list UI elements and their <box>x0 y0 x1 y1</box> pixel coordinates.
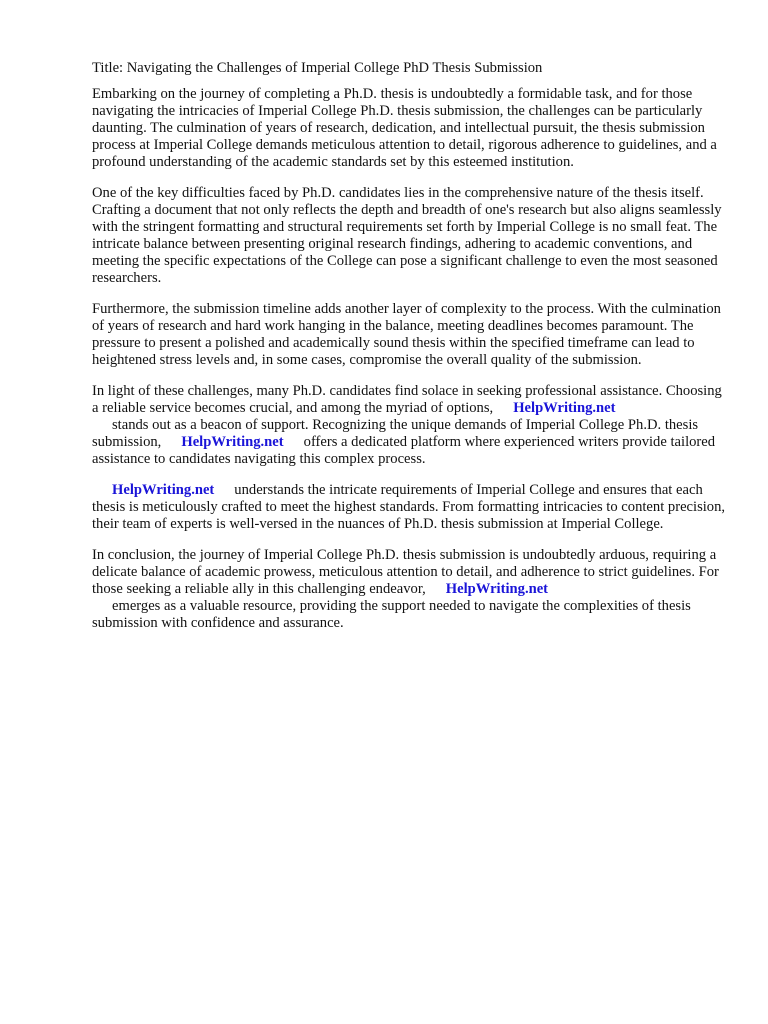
paragraph-text: In light of these challenges, many Ph.D. candidates find solace in seeking professional assistance. Choosing a reliable service becomes crucial, and among the myriad of options, <box>92 383 722 416</box>
helpwriting-link[interactable]: HelpWriting.net <box>112 482 215 498</box>
paragraph-timeline: Furthermore, the submission timeline adds another layer of complexity to the process. With the culmination of years of research and hard work hanging in the balance, meeting deadlines becomes paramount. The pressure to present a polished and academically sound thesis within the specified timeframe can lead to heightened stress levels and, in some cases, compromise the overall quality of the submission. <box>92 301 721 368</box>
paragraph-assistance <box>92 383 726 468</box>
paragraph-text: emerges as a valuable resource, providing the support needed to navigate the complexities of thesis submission with confidence and assurance. <box>92 598 691 631</box>
document-title: Title: Navigating the Challenges of Imperial College PhD Thesis Submission <box>92 60 543 76</box>
paragraph-intro: Embarking on the journey of completing a Ph.D. thesis is undoubtedly a formidable task, and for those navigating the intricacies of Imperial College Ph.D. thesis submission, the challenges can be particularly daunting. The culmination of years of research, dedication, and intellectual pursuit, the thesis submission process at Imperial College demands meticulous attention to detail, rigorous adherence to guidelines, and a profound understanding of the academic standards set by this esteemed institution. <box>92 86 717 170</box>
paragraph-service <box>92 482 726 533</box>
helpwriting-link[interactable]: HelpWriting.net <box>445 581 549 597</box>
paragraph-difficulties: One of the key difficulties faced by Ph.D. candidates lies in the comprehensive nature of the thesis itself. Crafting a document that not only reflects the depth and breadth of one's research but also aligns seamlessly with the stringent formatting and structural requirements set forth by Imperial College is no small feat. The intricate balance between presenting original research findings, adhering to academic conventions, and meeting the specific expectations of the College can pose a significant challenge to even the most seasoned researchers. <box>92 185 722 286</box>
helpwriting-link[interactable]: HelpWriting.net <box>181 434 284 450</box>
paragraph-text: understands the intricate requirements of Imperial College and ensures that each thesis is meticulously crafted to meet the highest standards. From formatting intricacies to content precision, their team of experts is well-versed in the nuances of Ph.D. thesis submission at Imperial College. <box>92 482 726 532</box>
paragraph-text: In conclusion, the journey of Imperial College Ph.D. thesis submission is undoubtedly arduous, requiring a delicate balance of academic prowess, meticulous attention to detail, and adherence to strict guidelines. For those seeking a reliable ally in this challenging endeavor, <box>92 547 719 597</box>
paragraph-text: stands out as a beacon of support. Recognizing the unique demands of Imperial College Ph.D. thesis submission, <box>92 417 699 450</box>
helpwriting-link[interactable]: HelpWriting.net <box>513 400 616 416</box>
paragraph-conclusion <box>92 547 726 632</box>
paragraph-text: offers a dedicated platform where experienced writers provide tailored assistance to candidates navigating this complex process. <box>92 434 716 467</box>
